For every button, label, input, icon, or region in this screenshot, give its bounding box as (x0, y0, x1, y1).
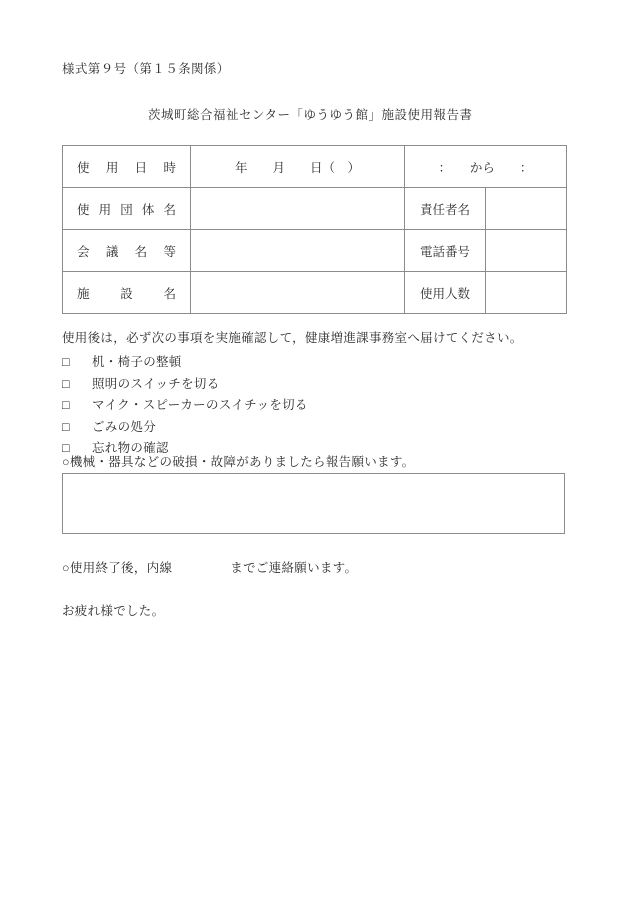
checkbox-icon[interactable]: □ (62, 398, 70, 412)
checklist-item-label: 机・椅子の整頓 (92, 355, 182, 369)
extension-note-prefix: ○使用終了後，内線 (62, 561, 173, 575)
checkbox-icon[interactable]: □ (62, 419, 70, 434)
field-usage-time[interactable]: ： から ： (405, 146, 567, 188)
instruction-lead-text: 使用後は，必ず次の事項を実施確認して，健康増進課事務室へ届けてください。 (62, 331, 523, 345)
row-label-attendee-count: 使用人数 (405, 272, 486, 314)
extension-note (62, 558, 357, 576)
row-label-usage-datetime: 使用日時 (63, 146, 191, 188)
checklist-item-label: 照明のスイッチを切る (92, 376, 220, 391)
row-label-facility-name: 施設名 (63, 272, 191, 314)
checklist-item-label: 忘れ物の確認 (92, 441, 169, 455)
checklist (62, 352, 308, 460)
closing-message: お疲れ様でした。 (62, 604, 165, 618)
list-item[interactable] (62, 352, 308, 374)
list-item[interactable] (62, 417, 308, 439)
field-attendee-count[interactable] (486, 272, 567, 314)
field-facility-name[interactable] (191, 272, 405, 314)
table-row (63, 146, 567, 188)
table-row (63, 272, 567, 314)
remarks-input-box[interactable] (62, 473, 565, 534)
checkbox-icon[interactable]: □ (62, 376, 70, 391)
row-label-responsible-person: 責任者名 (405, 188, 486, 230)
list-item[interactable] (62, 374, 308, 396)
damage-report-note: ○機械・器具などの破損・故障がありましたら報告願います。 (62, 455, 415, 469)
field-group-name[interactable] (191, 188, 405, 230)
table-row (63, 230, 567, 272)
row-label-phone-number: 電話番号 (405, 230, 486, 272)
checkbox-icon[interactable]: □ (62, 355, 70, 369)
usage-report-table (62, 145, 567, 314)
checklist-item-label: ごみの処分 (92, 419, 157, 434)
list-item[interactable] (62, 395, 308, 417)
table-row (63, 188, 567, 230)
extension-note-suffix: までご連絡願います。 (230, 561, 358, 575)
checklist-item-label: マイク・スピーカーのスイチッを切る (92, 398, 308, 412)
field-meeting-name[interactable] (191, 230, 405, 272)
checkbox-icon[interactable]: □ (62, 441, 70, 455)
form-number: 様式第９号（第１５条関係） (62, 62, 230, 76)
row-label-meeting-name: 会議名等 (63, 230, 191, 272)
field-responsible-person[interactable] (486, 188, 567, 230)
page-title: 茨城町総合福祉センター「ゆうゆう館」施設使用報告書 (148, 108, 473, 122)
field-usage-date[interactable]: 年 月 日（ ） (191, 146, 405, 188)
field-phone-number[interactable] (486, 230, 567, 272)
row-label-group-name: 使用団体名 (63, 188, 191, 230)
